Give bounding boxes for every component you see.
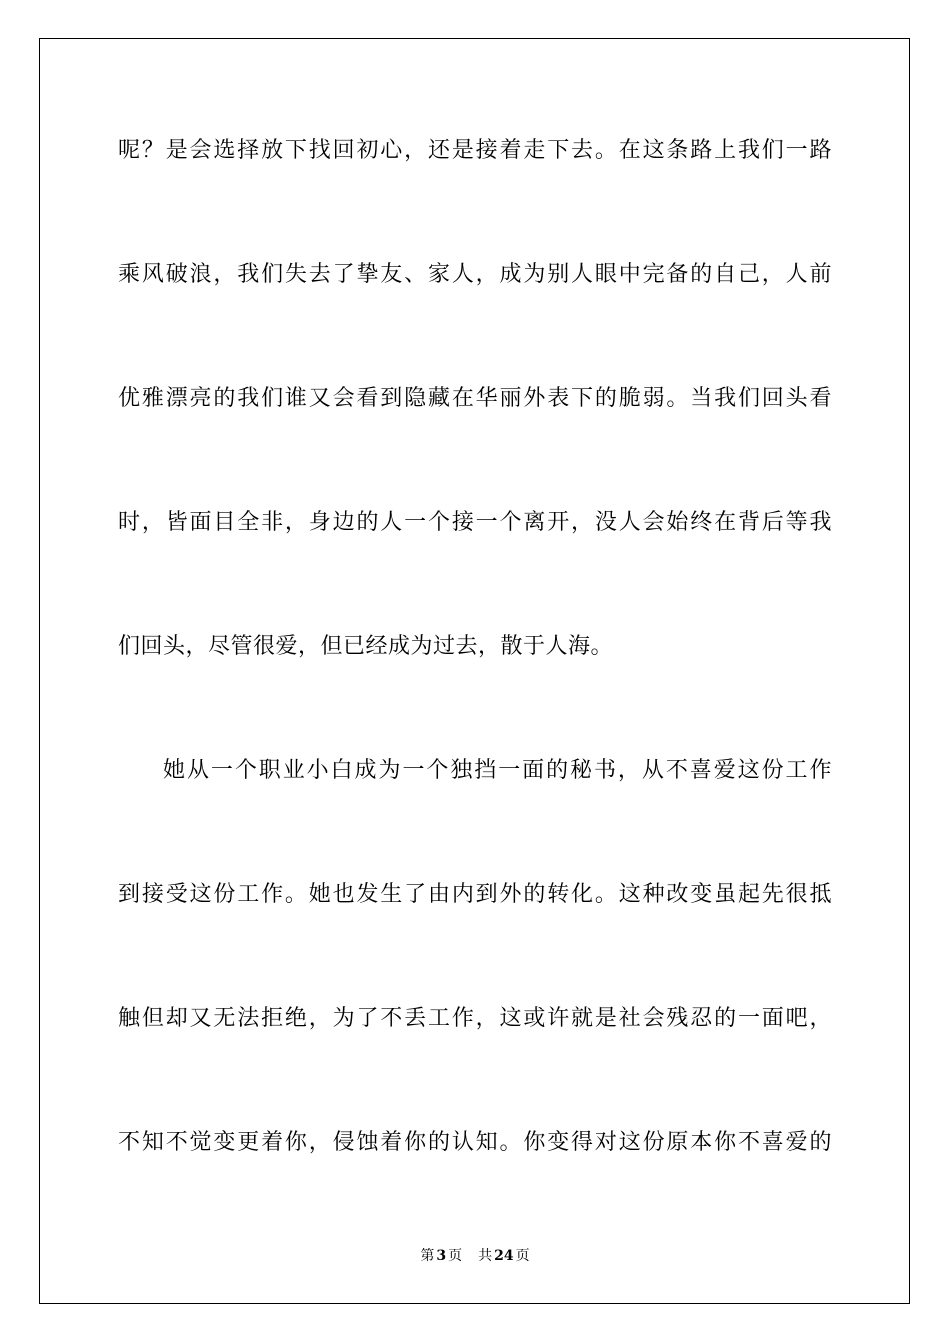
- text-line: 乘风破浪，我们失去了挚友、家人，成为别人眼中完备的自己，人前: [118, 262, 832, 287]
- text-line: 到接受这份工作。她也发生了由内到外的转化。这种改变虽起先很抵: [118, 882, 832, 907]
- page-number: 3: [436, 1248, 447, 1264]
- text-line: 们回头，尽管很爱，但已经成为过去，散于人海。: [118, 634, 614, 659]
- text-line: 她从一个职业小白成为一个独挡一面的秘书，从不喜爱这份工作: [163, 758, 832, 783]
- text-line: 优雅漂亮的我们谁又会看到隐藏在华丽外表下的脆弱。当我们回头看: [118, 386, 832, 411]
- page-border: [39, 38, 910, 1304]
- text-line: 时，皆面目全非，身边的人一个接一个离开，没人会始终在背后等我: [118, 510, 832, 535]
- page-suffix: 页: [448, 1248, 463, 1264]
- text-line: 呢？是会选择放下找回初心，还是接着走下去。在这条路上我们一路: [118, 138, 832, 163]
- total-prefix: 共: [478, 1248, 493, 1264]
- page-footer: [0, 1247, 950, 1265]
- total-pages: 24: [494, 1248, 514, 1264]
- total-suffix: 页: [515, 1248, 530, 1264]
- text-line: 不知不觉变更着你，侵蚀着你的认知。你变得对这份原本你不喜爱的: [118, 1130, 832, 1155]
- page-prefix: 第: [420, 1248, 435, 1264]
- text-line: 触但却又无法拒绝，为了不丢工作，这或许就是社会残忍的一面吧，: [118, 1006, 832, 1031]
